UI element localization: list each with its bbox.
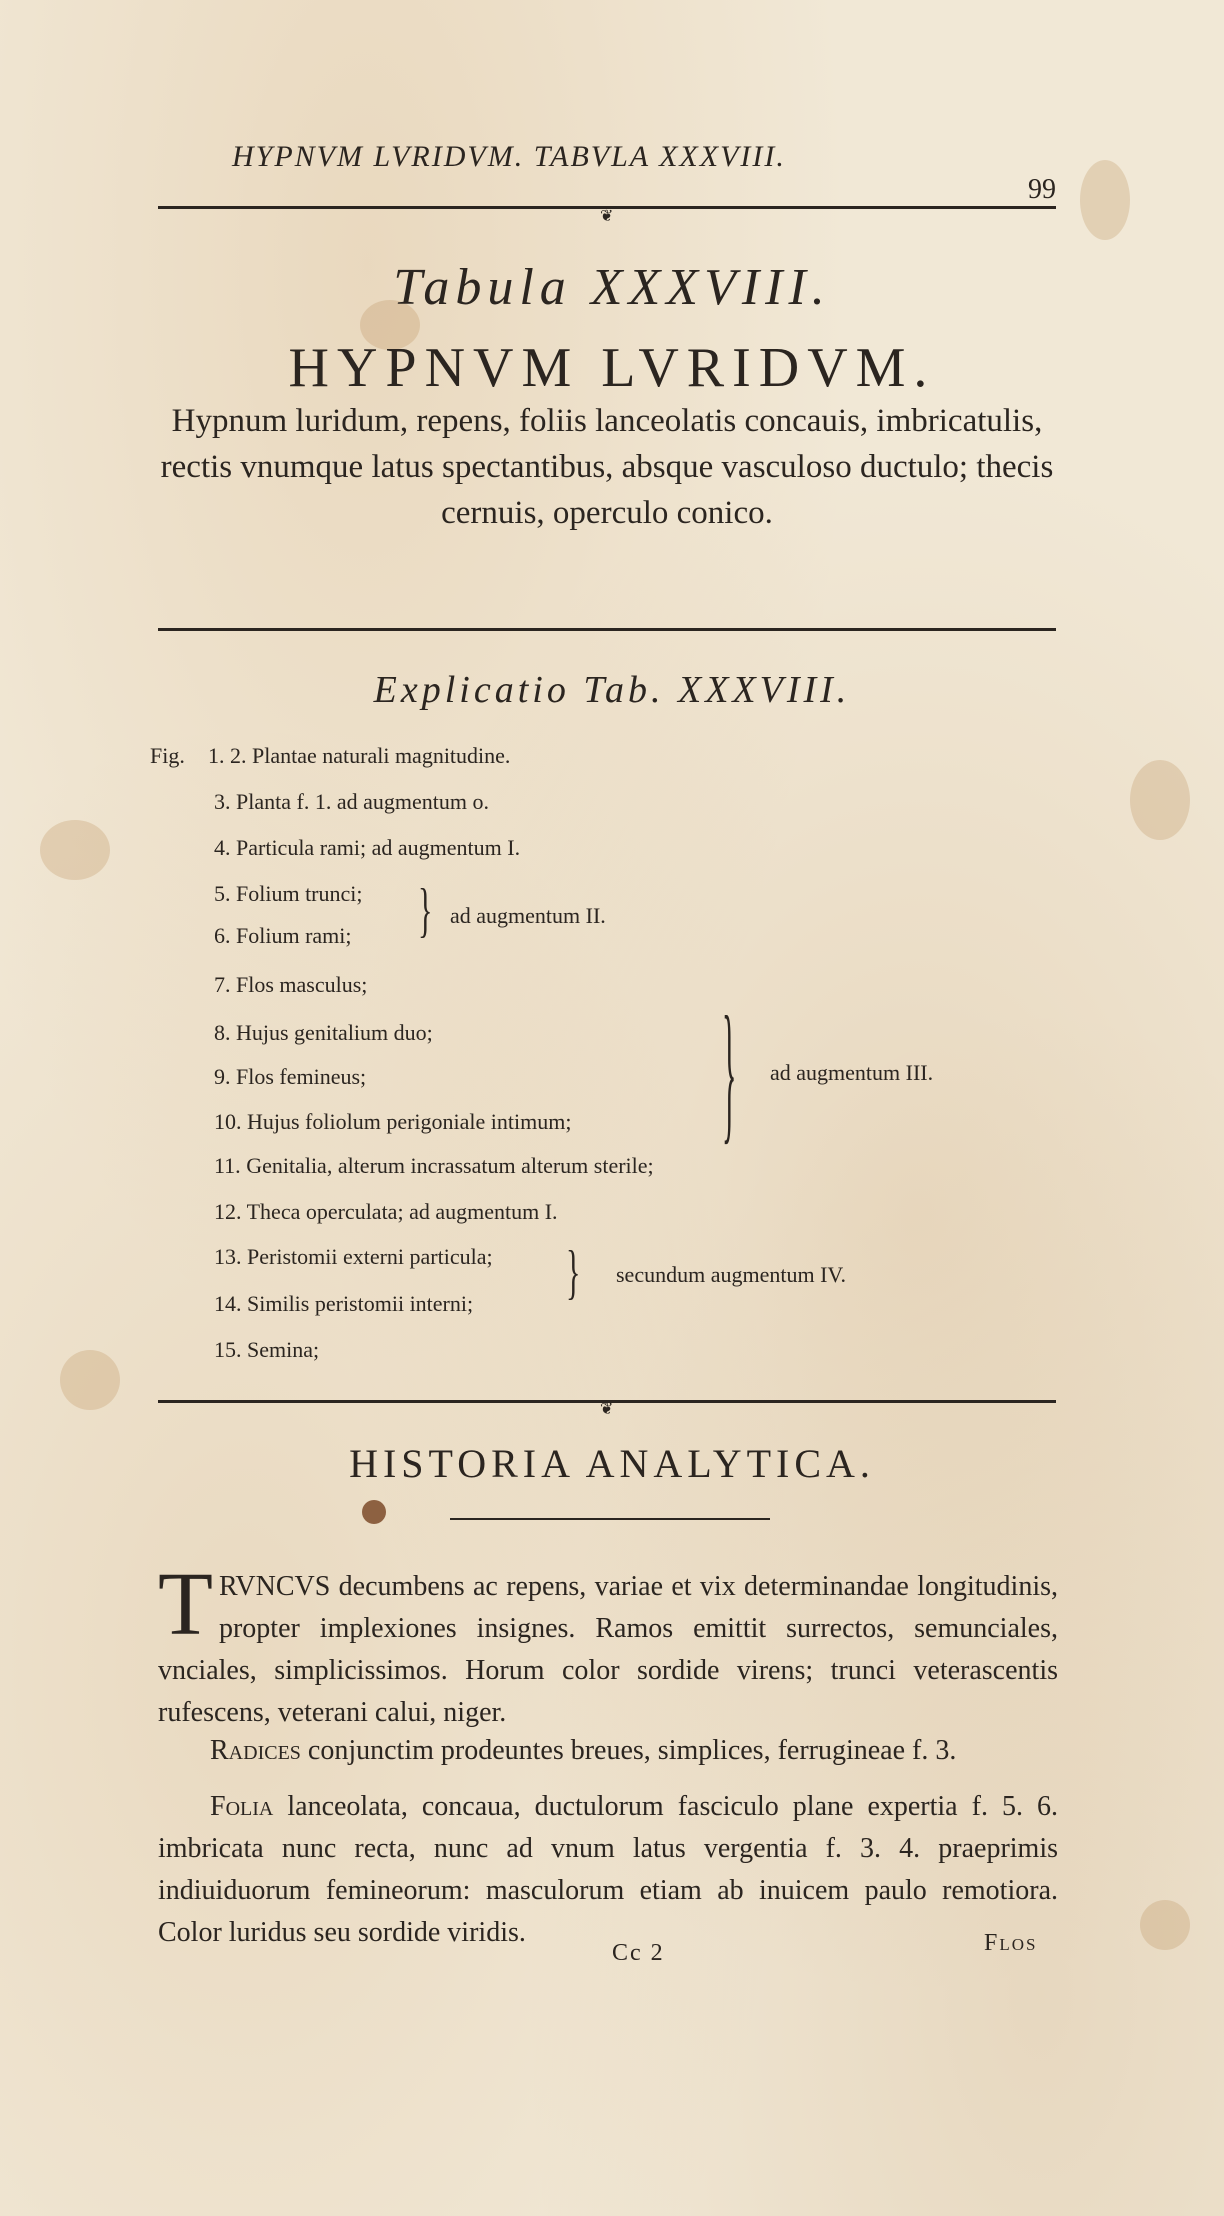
figure-number: 11. bbox=[214, 1153, 241, 1178]
figure-caption-row bbox=[208, 743, 510, 769]
group-label: ad augmentum II. bbox=[450, 903, 606, 928]
group-label: ad augmentum III. bbox=[770, 1060, 934, 1085]
figure-caption: Similis peristomii interni; bbox=[247, 1291, 474, 1316]
figure-caption: Planta f. 1. ad augmentum o. bbox=[236, 789, 489, 814]
figure-caption-row bbox=[214, 1064, 366, 1090]
figure-caption: Theca operculata; ad augmentum I. bbox=[246, 1199, 558, 1224]
paragraph-truncus bbox=[158, 1555, 1058, 1734]
figure-number: 6. bbox=[214, 923, 231, 948]
ink-spot bbox=[362, 1500, 386, 1524]
figure-caption: Flos masculus; bbox=[236, 972, 368, 997]
figure-number: 10. bbox=[214, 1109, 242, 1134]
paragraph-folia bbox=[158, 1786, 1058, 1954]
heading-rule bbox=[450, 1518, 770, 1520]
figure-caption-row bbox=[214, 1020, 433, 1046]
figure-number: 1. 2. bbox=[208, 743, 247, 768]
rule-ornament: ❦ bbox=[600, 1401, 614, 1418]
signature-mark: Cc 2 bbox=[612, 1940, 665, 1966]
section-heading: HISTORIA ANALYTICA. bbox=[349, 1441, 875, 1486]
paragraph-text: conjunctim prodeuntes breues, simplices, ferrugineae f. 3. bbox=[300, 1735, 957, 1766]
species-title: HYPNVM LVRIDVM. bbox=[288, 337, 936, 399]
group-brace: } bbox=[418, 878, 433, 944]
foxing-stain bbox=[1140, 1900, 1190, 1950]
figure-caption-row bbox=[214, 835, 520, 861]
figure-number: 14. bbox=[214, 1291, 242, 1316]
running-title: HYPNVM LVRIDVM. TABVLA XXXVIII. bbox=[232, 140, 786, 173]
figure-number: 4. bbox=[214, 835, 231, 860]
foxing-stain bbox=[1130, 760, 1190, 840]
figure-caption: Hujus foliolum perigoniale intimum; bbox=[247, 1109, 572, 1134]
group-brace: } bbox=[722, 988, 737, 1160]
catchword: Flos bbox=[984, 1930, 1038, 1956]
paragraph-text: lanceolata, concaua, ductulorum fasciculo plane expertia f. 5. 6. imbricata nunc recta, nunc ad vnum latus vergentia f. 3. 4. praeprimis indiuiduorum femineorum: masculorum etiam ab inuicem paulo remotiora. Color luridus seu sordide viridis. bbox=[158, 1791, 1058, 1948]
figure-caption-row bbox=[214, 1109, 571, 1135]
figure-caption: Hujus genitalium duo; bbox=[236, 1020, 433, 1045]
fig-label: Fig. bbox=[150, 743, 185, 768]
rule-ornament: ❦ bbox=[600, 208, 614, 225]
figure-caption: Folium trunci; bbox=[236, 881, 363, 906]
group-brace: } bbox=[566, 1240, 581, 1306]
page-number: 99 bbox=[1028, 174, 1056, 205]
figure-number: 3. bbox=[214, 789, 231, 814]
drop-cap: T bbox=[158, 1555, 213, 1654]
species-description: Hypnum luridum, repens, foliis lanceolatis concauis, imbricatulis, rectis vnumque latus spectantibus, absque vasculoso ductulo; thecis cernuis, operculo conico. bbox=[160, 403, 1054, 531]
paragraph-lead: Folia bbox=[210, 1791, 274, 1822]
figure-caption: Genitalia, alterum incrassatum alterum sterile; bbox=[246, 1153, 654, 1178]
paragraph-radices bbox=[158, 1730, 1058, 1772]
figure-caption-row bbox=[214, 923, 352, 949]
paragraph-text: RVNCVS decumbens ac repens, variae et vix determinandae longitudinis, propter implexiones insignes. Ramos emittit surrectos, semunciales, vnciales, simplicissimos. Horum color sordide virens; trunci veterascentis rufescens, veterani calui, niger. bbox=[158, 1571, 1058, 1728]
figure-caption-row bbox=[214, 789, 489, 815]
paragraph-lead: Radices bbox=[210, 1735, 301, 1766]
figure-number: 7. bbox=[214, 972, 231, 997]
explicatio-heading: Explicatio Tab. XXXVIII. bbox=[373, 669, 851, 711]
figure-caption: Folium rami; bbox=[236, 923, 352, 948]
figure-caption: Plantae naturali magnitudine. bbox=[252, 743, 511, 768]
figure-caption-row bbox=[214, 1199, 558, 1225]
figure-number: 12. bbox=[214, 1199, 242, 1224]
figure-caption: Particula rami; ad augmentum I. bbox=[236, 835, 521, 860]
plate-number: Tabula XXXVIII. bbox=[393, 259, 831, 316]
figure-caption-row bbox=[214, 1153, 654, 1179]
figure-caption-row bbox=[214, 972, 367, 998]
figure-caption-row bbox=[214, 1291, 473, 1317]
figure-caption-row bbox=[214, 1337, 319, 1363]
foxing-stain bbox=[60, 1350, 120, 1410]
foxing-stain bbox=[40, 820, 110, 880]
figure-number: 5. bbox=[214, 881, 231, 906]
figure-caption: Semina; bbox=[247, 1337, 320, 1362]
figure-number: 8. bbox=[214, 1020, 231, 1045]
section-rule bbox=[158, 628, 1056, 631]
figure-caption-row bbox=[214, 1244, 493, 1270]
figure-caption: Flos femineus; bbox=[236, 1064, 367, 1089]
group-label: secundum augmentum IV. bbox=[616, 1262, 846, 1287]
figure-number: 13. bbox=[214, 1244, 242, 1269]
figure-caption: Peristomii externi particula; bbox=[247, 1244, 493, 1269]
foxing-stain bbox=[1080, 160, 1130, 240]
figure-number: 9. bbox=[214, 1064, 231, 1089]
figure-caption-row bbox=[214, 881, 363, 907]
figure-number: 15. bbox=[214, 1337, 242, 1362]
